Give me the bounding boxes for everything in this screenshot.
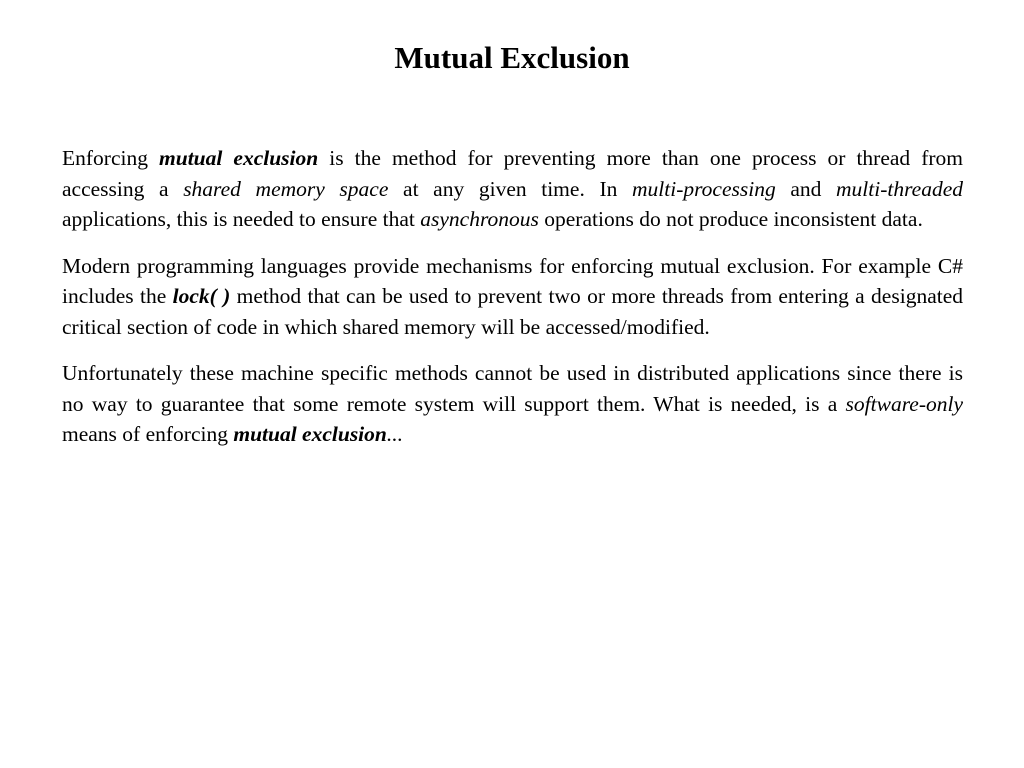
- slide-body: [62, 143, 963, 466]
- emphasis-term: asynchronous: [420, 207, 539, 231]
- paragraph-languages: [62, 251, 963, 343]
- text-segment: and: [775, 176, 837, 201]
- paragraph-distributed: [62, 358, 963, 450]
- text-segment: Enforcing: [62, 146, 160, 170]
- text-segment: ...: [386, 422, 403, 446]
- emphasis-term: mutual exclusion: [233, 422, 387, 446]
- emphasis-term: mutual exclusion: [159, 146, 319, 170]
- text-segment: means of enforcing: [62, 422, 234, 446]
- text-segment: Unfortunately these machine specific methods cannot be used in distributed applications since there is no way to guarantee that some remote system will support them. What is needed, is a: [62, 361, 963, 416]
- text-segment: is the method for preventing more than one process or thread from accessing a: [62, 146, 963, 201]
- text-segment: Modern programming languages provide mechanisms for enforcing mutual exclusion. For example C# includes the: [62, 253, 963, 308]
- emphasis-term: lock( ): [172, 284, 231, 308]
- emphasis-term: multi-processing: [632, 176, 776, 201]
- emphasis-term: software-only: [845, 391, 963, 416]
- text-segment: method that can be used to prevent two or more threads from entering a designated critical section of code in which shared memory will be accessed/modified.: [62, 284, 963, 339]
- slide-title: Mutual Exclusion: [394, 40, 630, 75]
- text-segment: operations do not produce inconsistent data.: [538, 207, 923, 231]
- emphasis-term: multi-threaded: [836, 176, 964, 201]
- text-segment: applications, this is needed to ensure that: [62, 207, 421, 231]
- text-segment: at any given time. In: [388, 176, 632, 201]
- paragraph-definition: [62, 143, 963, 235]
- emphasis-term: shared memory space: [183, 176, 389, 201]
